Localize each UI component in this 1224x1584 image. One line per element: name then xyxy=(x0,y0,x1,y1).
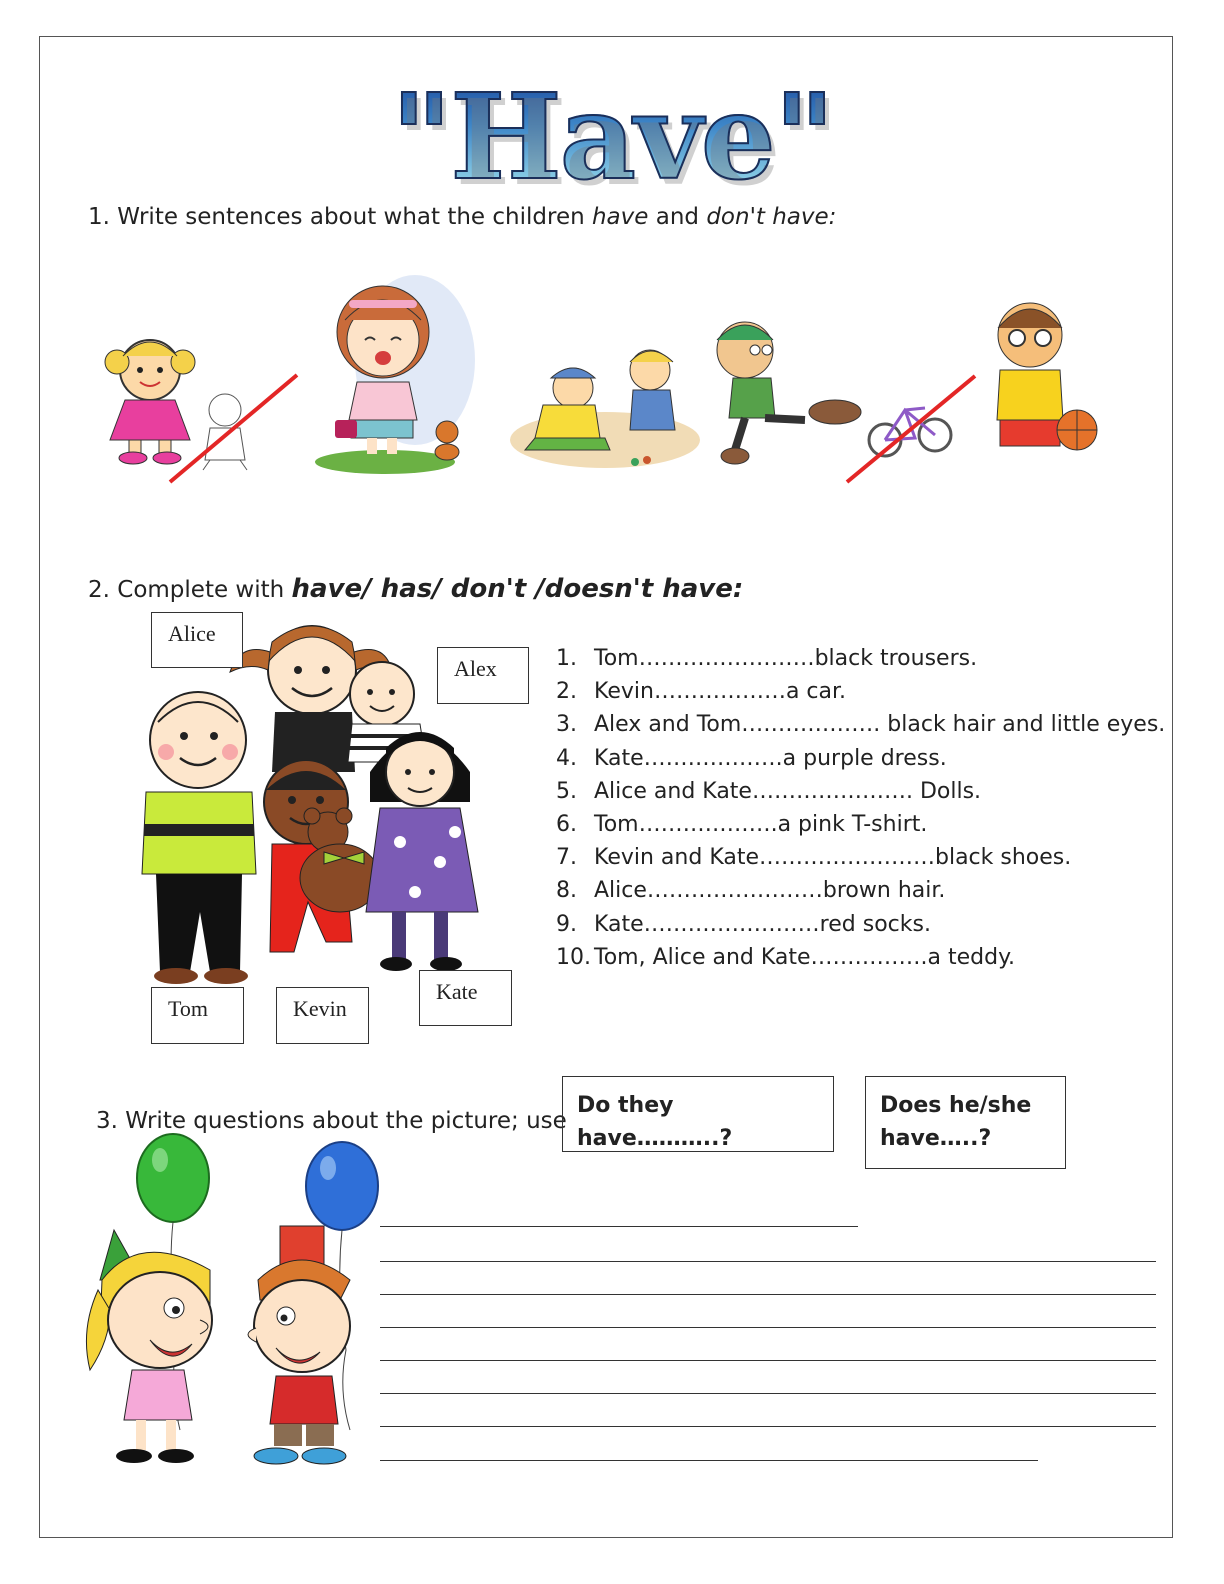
exercise-3-text: Write questions about the picture; use xyxy=(125,1108,567,1134)
girl-with-pigtails-icon xyxy=(105,340,195,464)
exercise-1-have: have xyxy=(591,204,649,230)
exercise-1-dont-have: don't have: xyxy=(706,204,837,230)
question-box-he-she-line2: have…..? xyxy=(880,1126,992,1151)
question-box-they xyxy=(562,1076,834,1152)
answer-line-4[interactable] xyxy=(380,1327,1156,1328)
sentence-item: 1. Tom……………………black trousers. xyxy=(556,646,978,671)
exercise-1-illustrations xyxy=(95,270,1115,500)
question-box-they-text: Do they have………..? xyxy=(577,1093,733,1151)
name-box-kate: Kate xyxy=(419,970,512,1026)
exercise-1-text: Write sentences about what the children xyxy=(117,204,585,230)
sentence-item: 5. Alice and Kate…………………. Dolls. xyxy=(556,778,982,804)
name-box-kevin: Kevin xyxy=(276,987,369,1044)
sentence-item: 4. Kate……………….a purple dress. xyxy=(556,745,947,771)
sentence-item: 2. Kevin………………a car. xyxy=(556,679,847,705)
answer-line-6[interactable] xyxy=(380,1393,1156,1394)
answer-line-2[interactable] xyxy=(380,1261,1156,1262)
question-box-he-she xyxy=(865,1076,1066,1169)
tom-figure xyxy=(142,692,256,984)
answer-line-7[interactable] xyxy=(380,1426,1156,1427)
boy-running-icon xyxy=(717,322,861,464)
party-children-illustration xyxy=(80,1130,380,1475)
sentence-item: 8. Alice……………………brown hair. xyxy=(556,878,946,904)
exercise-1-instruction xyxy=(88,204,836,230)
answer-line-3[interactable] xyxy=(380,1294,1156,1295)
sentence-item: 6. Tom……………….a pink T-shirt. xyxy=(556,811,928,837)
answer-line-1[interactable] xyxy=(380,1226,858,1227)
exercise-2-number: 2. xyxy=(88,577,110,603)
kate-figure xyxy=(366,732,478,971)
name-box-tom: Tom xyxy=(151,987,244,1044)
boy-with-basketball-icon xyxy=(997,303,1097,450)
exercise-3-number: 3. xyxy=(96,1108,118,1134)
girl-with-dog-icon xyxy=(315,275,475,474)
name-box-alex: Alex xyxy=(437,647,529,704)
exercise-2-options: have/ has/ don't /doesn't have: xyxy=(291,574,744,604)
children-playing-marbles-icon xyxy=(510,350,700,468)
exercise-2-sentences xyxy=(556,642,1165,974)
party-girl-figure xyxy=(86,1230,212,1463)
name-box-alice: Alice xyxy=(151,612,243,668)
sentence-item: 3. Alex and Tom………………. black hair and little eyes. xyxy=(556,712,1166,738)
crossed-out-line-icon xyxy=(170,375,297,482)
party-boy-figure xyxy=(248,1226,350,1464)
exercise-1-number: 1. xyxy=(88,204,110,230)
crossed-out-line-icon xyxy=(847,376,975,482)
answer-line-5[interactable] xyxy=(380,1360,1156,1361)
title-area xyxy=(0,67,1224,206)
exercise-2-text: Complete with xyxy=(117,577,285,603)
sentence-item: 9. Kate……………………red socks. xyxy=(556,911,931,937)
worksheet-title: "Have" xyxy=(390,67,834,206)
question-box-he-she-line1: Does he/she xyxy=(880,1093,1032,1118)
children-group-illustration xyxy=(130,612,490,992)
answer-line-8[interactable] xyxy=(380,1460,1038,1461)
exercise-1-and: and xyxy=(655,204,700,230)
sentence-item: 10. Tom, Alice and Kate…………….a teddy. xyxy=(556,944,1015,970)
sentence-item: 7. Kevin and Kate……………………black shoes. xyxy=(556,845,1072,871)
doll-icon xyxy=(203,394,247,470)
exercise-2-instruction xyxy=(88,574,743,604)
